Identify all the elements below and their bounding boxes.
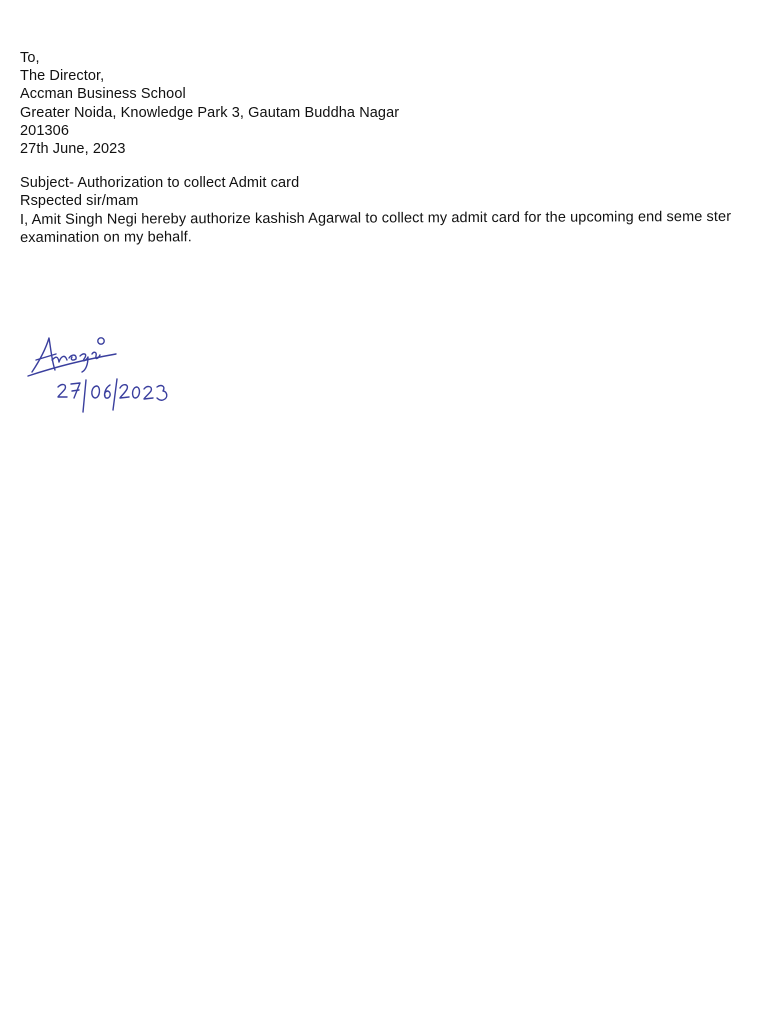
handwritten-signature (22, 330, 202, 420)
greeting-line: Rspected sir/mam (20, 193, 139, 210)
letter-date: 27th June, 2023 (20, 141, 126, 158)
recipient-line: The Director, (20, 68, 105, 85)
letter-body: I, Amit Singh Negi hereby authorize kashish Agarwal to collect my admit card for the upcoming end seme ster examination on my behalf. (20, 208, 732, 246)
address-line: Greater Noida, Knowledge Park 3, Gautam Buddha Nagar (20, 104, 400, 121)
paragraph-gap (20, 158, 750, 174)
authorization-letter (20, 49, 750, 247)
subject-line: Subject- Authorization to collect Admit card (20, 175, 300, 192)
institution-line: Accman Business School (20, 86, 186, 103)
salutation-line: To, (20, 50, 40, 66)
pincode-line: 201306 (20, 122, 69, 139)
